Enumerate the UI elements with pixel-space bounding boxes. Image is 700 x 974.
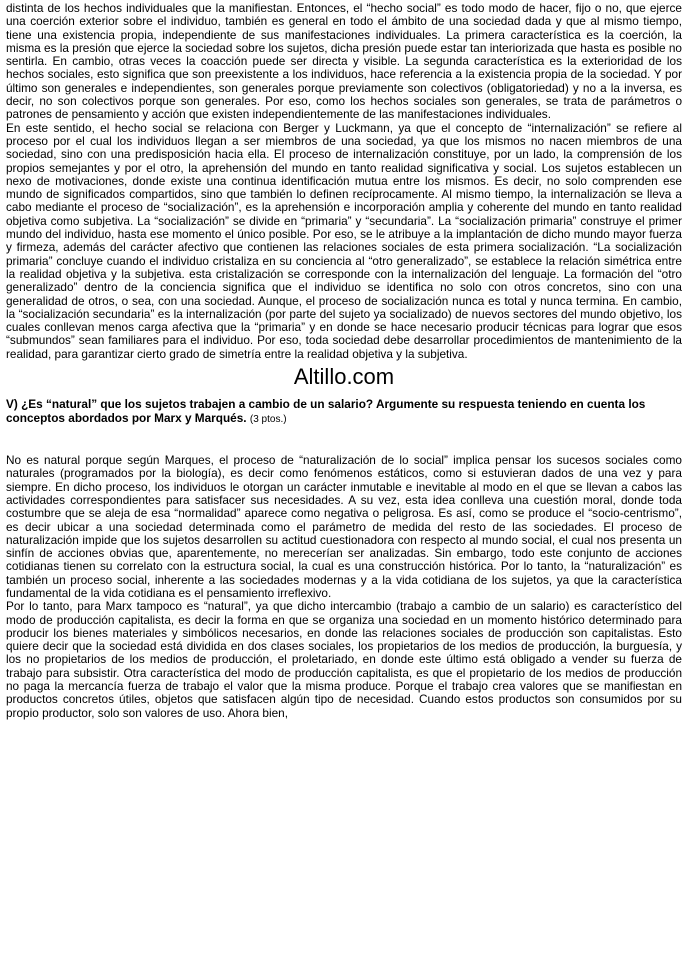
- paragraph-marques: No es natural porque según Marques, el proceso de “naturalización de lo social” implica pensar los sucesos sociales como naturales (programados por la biología), es decir como fenómenos estáticos, como si estuvieran dados de una vez y para siempre. En dicho proceso, los individuos le otorgan un carácter inmutable e inevitable al modo en el que se llevan a cabos las actividades correspondientes para satisfacer sus necesidades. A su vez, esta idea conlleva una cuestión moral, donde toda costumbre que se aleja de esa “normalidad” aparece como negativa o peligrosa. Es así, como se produce el “socio-centrismo”, es decir ubicar a una sociedad determinada como el parámetro de medida del resto de las sociedades. El proceso de naturalización impide que los sujetos desarrollen su actitud cuestionadora con respecto al mundo social, el cual nos presenta un sinfín de acciones obvias que, aparentemente, no merecerían ser analizadas. Sin embargo, todo este conjunto de acciones cotidianas tienen su correlato con la estructura social, la cual es una construcción histórica. Por lo tanto, la “naturalización” es también un proceso social, inherente a las sociedades modernas y a la vida cotidiana de los sujetos, ya que la característica fundamental de la vida cotidiana es el pensamiento irreflexivo.: [6, 453, 682, 600]
- spacer: [6, 427, 682, 454]
- paragraph-berger-luckmann: En este sentido, el hecho social se relaciona con Berger y Luckmann, ya que el concepto de “internalización” se refiere al proceso por el cual los individuos llegan a ser miembros de una sociedad, ya que los mismos no nacen miembros de una sociedad, sino con una predisposición hacia ella. El proceso de internalización constituye, por un lado, la comprensión de los propios semejantes y por el otro, la aprehensión del mundo en tanto realidad significativa y social. Los sujetos establecen un nexo de motivaciones, donde existe una continua identificación mutua entre los mismos. Es decir, no solo comprenden ese mundo de significados compartidos, sino que también lo definen recíprocamente. Al mismo tiempo, la internalización se lleva a cabo mediante el proceso de “socialización”, es la aprehensión e incorporación amplia y coherente del mundo en tanto realidad objetiva como subjetiva. La “socialización” se divide en “primaria” y “secundaria”. La “socialización primaria” construye el primer mundo del individuo, hasta ese momento el único posible. Por eso, se le atribuye a la implantación de dicho mundo mayor fuerza y firmeza, además del carácter afectivo que contienen las relaciones sociales de esta primera socialización. “La socialización primaria” concluye cuando el individuo cristaliza en su conciencia al “otro generalizado”, se establece la relación simétrica entre la realidad objetiva y la subjetiva. esta cristalización se corresponde con la internalización del lenguaje. La formación del “otro generalizado” dentro de la conciencia significa que el individuo se identifica no solo con otros concretos, sino con una generalidad de otros, o sea, con una sociedad. Aunque, el proceso de socialización nunca es total y nunca termina. En cambio, la “socialización secundaria” es la internalización (por parte del sujeto ya socializado) de nuevos sectores del mundo objetivo, los cuales conllevan menos carga afectiva que la “primaria” y en donde se hace necesario producir técnicas para lograr que esos “submundos” sean familiares para el individuo. Por eso, toda sociedad debe desarrollar procedimientos de mantenimiento de la realidad, para garantizar cierto grado de simetría entre la realidad objetiva y la subjetiva.: [6, 120, 682, 361]
- question-heading: [6, 397, 682, 427]
- question-text: V) ¿Es “natural” que los sujetos trabajen a cambio de un salario? Argumente su respuesta teniendo en cuenta los conceptos abordados por Marx y Marqués.: [6, 397, 646, 426]
- paragraph-marx: Por lo tanto, para Marx tampoco es “natural”, ya que dicho intercambio (trabajo a cambio de un salario) es característico del modo de producción capitalista, es decir la forma en que se organiza una sociedad en un momento histórico determinado para producir los bienes materiales y simbólicos necesarios, en donde las relaciones sociales de producción son capitalistas. Esto quiere decir que la sociedad está dividida en dos clases sociales, los propietarios de los medios de producción, la burguesía, y los no propietarios de los medios de producción, el proletariado, en donde este último está obligado a vender su fuerza de trabajo para subsistir. Otra característica del modo de producción capitalista, es que el propietario de los medios de producción no paga la mercancía fuerza de trabajo el valor que la misma produce. Porque el trabajo crea valores que se manifiestan en productos concretos útiles, objetos que satisfacen algún tipo de necesidad. Cuando estos productos son consumidos por su propio productor, solo son valores de uso. Ahora bien,: [6, 599, 682, 720]
- document-page: [6, 2, 682, 720]
- watermark-altillo: Altillo.com: [293, 364, 395, 390]
- question-points: (3 ptos.): [249, 414, 287, 426]
- paragraph-durkheim: distinta de los hechos individuales que la manifiestan. Entonces, el “hecho social” es todo modo de hacer, fijo o no, que ejerce una coerción exterior sobre el individuo, también es general en todo el ámbito de una sociedad dada y que al mismo tiempo, tiene una existencia propia, independiente de sus manifestaciones individuales. La primera característica es la coerción, la misma es la presión que ejerce la sociedad sobre los sujetos, dicha presión puede estar tan interiorizada que hasta es posible no sentirla. En cambio, otras veces la coacción puede ser directa y visible. La segunda característica es la exterioridad de los hechos sociales, esto significa que son preexistente a los individuos, hace referencia a la existencia propia de la sociedad. Y por último son generales e independientes, son generales porque previamente son colectivos (obligatoriedad) y no a la inversa, es decir, no son colectivos porque son generales. Por eso, como los hechos sociales son generales, se trata de parámetros o patrones de pensamiento y acción que existen independientemente de las manifestaciones individuales.: [6, 1, 682, 122]
